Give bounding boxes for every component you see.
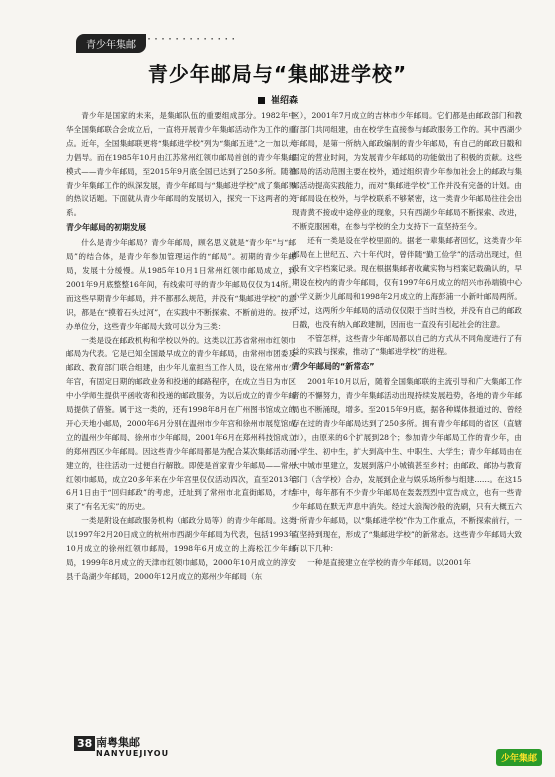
page-number: 38 (74, 736, 95, 751)
author-square-icon (258, 97, 265, 104)
left-column (66, 109, 296, 749)
paragraph: 一种是直接建立在学校的青少年邮局。以2001年 (307, 558, 471, 567)
author-name: 崔绍森 (271, 96, 299, 106)
corner-badge: 少年集邮 (496, 749, 542, 766)
paragraph: 一类是附设在邮政服务机构（邮政分局等）的青少年邮局。这类以1997年2月20日成立的杭州市西湖少年邮局为代表，包括1993年10月成立的徐州红领巾邮局，1998年6月成立的上海松江少年邮局，1999年8月成立的天津市红领巾邮局，2000年10月成立的淳安县千岛湖少年邮局，2000年12月成立的郑州少年邮局（东 (66, 516, 296, 581)
magazine-brand: 南粤集邮 (96, 736, 140, 749)
paragraph: 青少年是国家的未来，是集邮队伍的重要组成部分。1982年中华全国集邮联合会成立后，一直将开展青少年集邮活动作为工作的重点。近年，全国集邮联更将“集邮进学校”列为“集邮五进”之一加以大力倡导。而在1985年10月由江苏常州红领巾邮局首创的青少年集邮模式——青少年邮局，至2015年9月底全国已达到了250多所。随着青少年集邮工作的纵深发展，青少年邮局与“集邮进学校”成了集邮界的热议话题。下面就从青少年邮局的发展切入，探究一下这两者的关系。 (66, 111, 296, 218)
section-heading: 青少年邮局的初期发展 (66, 223, 146, 233)
paragraph: 区），2001年7月成立的吉林市少年邮局。它们都是由邮政部门和教育部门共同组建，由在校学生直接参与邮政服务工作的。其中西湖少年邮局，是第一所纳入邮政编制的青少年邮局，有自己的邮政日戳和固定的营业时间，为发展青少年邮局的功能做出了积极的贡献。这些邮局的活动范围主要在校外，通过组织青少年参加社会上的邮政与集邮活动提高实践能力，而对“集邮进学校”工作并没有完备的计划。由于邮局设在校外，与学校联系不够紧密，这一类青少年邮局往往会出现青黄不接或中途停业的现象，只有西湖少年邮局不断探索、改进，不断克服困难，在参与学校的全力支持下一直坚持至今。 (292, 111, 522, 232)
magazine-brand-latin: NANYUEJIYOU (96, 749, 170, 758)
paragraph: 什么是青少年邮局？青少年邮局，顾名思义就是“青少年”与“邮局”的结合体，是青少年参加管理运作的“邮局”。初期的青少年邮局，发展十分缓慢。从1985年10月1日常州红领巾邮局成立，到2001年9月底整整16年间，有线索可寻的青少年邮局仅仅为14所。而这些早期青少年邮局，并不都那么规范，并没有“集邮进学校”的意识，都是在“摸着石头过河”，在实践中不断探索、不断前进的。按开办单位分，这些青少年邮局大致可以分为三类： (66, 238, 296, 331)
section-heading: 青少年邮局的“新常态” (292, 362, 375, 372)
right-column (292, 109, 522, 749)
paragraph: 2001年10月以后，随着全国集邮联的主流引导和广大集邮工作者的不懈努力，青少年集邮活动出现持续发展趋势，各地的青少年邮局也不断涌现，增多。至2015年9月底，据各种媒体报道过的、曾经存在过的青少年邮局达到了250多所。拥有青少年邮局的省区（直辖市），由原来的6个扩展到28个；参加青少年邮局工作的青少年，由小学生、初中生，扩大到高中生、中职生、大学生；青少年邮局由在大中城市里建立，发展到落户小城镇甚至乡村；由邮政、邮协与教育部门（含学校）合办，发展到企业与娱乐场所参与组建……。在这15年中，每年都有不少青少年邮局在轰轰烈烈中宣告成立，也有一些青少年邮局在默无声息中消失。经过大浪淘沙般的洗刷，只有大概五六十所青少年邮局，以“集邮进学校”作为工作重点，不断探索前行，一直坚持到现在，形成了“集邮进学校”的新常态。这些青少年邮局大致有以下几种： (292, 377, 522, 554)
article-author (258, 93, 298, 106)
section-tag: 青少年集邮 (76, 34, 146, 53)
article-title: 青少年邮局与“集邮进学校” (147, 62, 408, 86)
paragraph: 不管怎样，这些青少年邮局都以自己的方式从不同角度进行了有益的实践与探索，推动了“集邮进学校”的进程。 (292, 333, 522, 357)
section-dots: ············· (146, 34, 238, 45)
paragraph: 一类是设在邮政机构和学校以外的。这类以江苏省常州市红领巾邮局为代表。它是已知全国最早成立的青少年邮局，由常州市团委及邮政、教育部门联合组建，由少年儿童担当工作人员，设在常州市少年宫，有固定日期的邮政业务和投递的邮路程序，在成立当日为市区中小学师生提供平函收寄和投递的邮政服务，为以后成立的青少年邮局提供了借鉴。属于这一类的，还有1998年8月在广州图书馆成立的开心天地小邮局，2000年6月分别在温州市少年宫和徐州市展览馆成立的温州少年邮局、徐州市少年邮局，2001年6月在郑州科技馆成立的郑州西区少年邮局。因这些青少年邮局都是为配合某次集邮活动而建立的，往往活动一过便自行解散。即使是首家青少年邮局——常州红领巾邮局，成立20多年来在少年宫里仅仅活动四次，直至2013年6月1日由于“回归邮政”的考虑，迁址到了常州市北直街邮局，才结束了“有名无实”的历史。 (66, 335, 296, 512)
paragraph: 还有一类是设在学校里面的。据老一辈集邮者回忆，这类青少年邮局在上世纪五、六十年代时，曾伴随“勤工俭学”的活动出现过，但没有文字档案记录。现在根据集邮者收藏实物与档案记载确认的，早期设在校内的青少年邮局，仅有1997年6月成立的绍兴市孙端镇中心小学义新少儿邮局和1998年2月成立的上海彭浦一小新叶邮局两所。不过，这两所少年邮局的活动仅仅限于当时当校，并没有自己的邮政日戳，也没有纳入邮政建制，因而也一直没有引起社会的注意。 (292, 236, 522, 329)
